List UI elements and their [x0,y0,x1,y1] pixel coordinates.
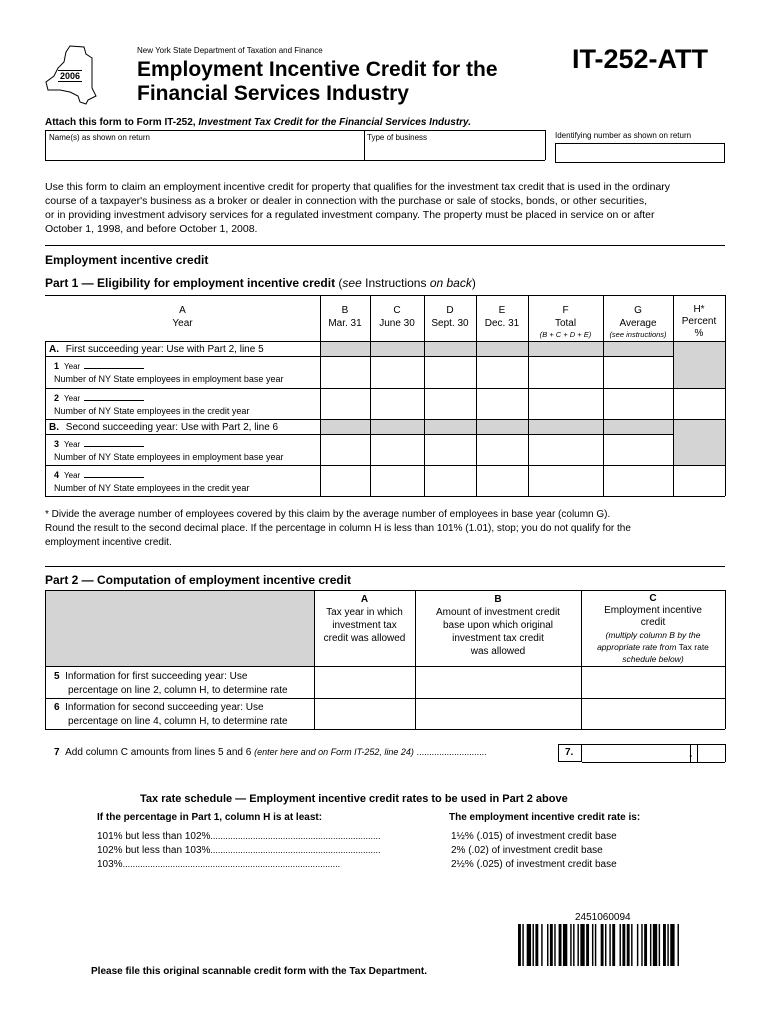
footnote-line: Round the result to the second decimal place. If the percentage in column H is less than 101% (1.01), stop; you do not qualify for the [45,523,631,534]
line5-col-a-input[interactable] [315,667,415,698]
id-number-input[interactable] [555,143,725,163]
col-header-d [424,304,476,330]
attach-form-name: Investment Tax Credit for the Financial Services Industry. [198,117,472,128]
col-sub: % [694,328,704,339]
business-type-input[interactable] [365,143,544,159]
part2-col-c-header [581,593,725,665]
col-line: was allowed [470,646,526,657]
line-text: percentage on line 2, column H, to determine rate [68,685,288,696]
barcode-bar [637,924,638,966]
barcode [518,924,728,966]
barcode-number: 2451060094 [575,912,631,923]
intro-line: course of a taxpayer's business as a broker or dealer in connection with the purchase or sale of stocks, bonds, or other securities, [45,195,647,207]
barcode-bar [527,924,531,966]
col-letter: G [634,305,642,316]
barcode-bar [559,924,562,966]
col-letter: C [393,305,401,316]
line-num: 5 [54,671,60,682]
rate-left: 101% but less than 102% [97,831,211,842]
col-letter: C [649,593,657,604]
attach-instruction [45,117,471,128]
year-label: Year [64,362,81,371]
line7-cents-input[interactable] [698,745,724,761]
part2-title: Part 2 — Computation of employment incentive credit [45,573,352,587]
cell-input[interactable] [321,357,370,388]
barcode-bar [554,924,555,966]
col-line: base upon which original [442,620,554,631]
col-label: Percent [681,316,717,327]
rate-right: 2% (.02) of investment credit base [451,845,603,856]
id-number-label: Identifying number as shown on return [555,131,692,140]
business-type-label: Type of business [367,133,428,142]
year-input[interactable] [84,439,144,447]
line-2 [54,392,249,418]
col-line: credit [640,617,666,628]
rate-right: 2½% (.025) of investment credit base [451,859,617,870]
part2-line-6 [54,701,288,729]
barcode-bar [678,924,679,966]
line-text: Add column C amounts from lines 5 and 6 [65,747,252,758]
col-letter: D [446,305,454,316]
col-line: investment tax credit [452,633,544,644]
section-letter: A. [49,344,59,355]
rate-right: 1½% (.015) of investment credit base [451,831,617,842]
col-line: (multiply column B by the [605,630,701,640]
line-num: 6 [54,702,60,713]
barcode-bar [609,924,610,966]
line-italic: (enter here and on Form IT-252, line 24) [254,747,414,757]
col-header-f [528,304,603,340]
intro-text [45,180,670,236]
barcode-bar [601,924,604,966]
cell-input[interactable] [425,357,476,388]
names-label: Name(s) as shown on return [49,133,150,142]
line-dots: ............................ [416,747,487,757]
part2-line-5 [54,670,288,698]
footer-note: Please file this original scannable credit form with the Tax Department. [91,966,428,977]
line-4 [54,469,249,495]
line7-box-label: 7. [565,747,574,758]
col-label: Dec. 31 [484,318,520,329]
footnote-line: employment incentive credit. [45,537,172,548]
cell-input[interactable] [371,357,424,388]
barcode-bar [592,924,593,966]
col-line: schedule below) [622,654,684,664]
intro-line: Use this form to claim an employment incentive credit for property that qualifies for the investment tax credit that is used in the ordinary [45,181,671,193]
section-a-row [49,344,264,355]
intro-line: October 1, 1998, and before October 1, 2008. [45,223,258,235]
col-letter: A [179,305,186,316]
agency-name: New York State Department of Taxation and Finance [137,46,323,55]
line7-amount-input[interactable] [583,745,689,761]
line-text: Information for first succeeding year: Use [65,671,248,682]
col-letter: F [562,305,569,316]
year-label: Year [64,440,81,449]
part2-col-a-header [314,593,415,645]
barcode-bar [522,924,523,966]
col-label: Sept. 30 [431,318,469,329]
names-input[interactable] [46,143,363,159]
see-word: see [342,276,362,290]
year-label: Year [64,394,81,403]
barcode-bar [563,924,567,966]
col-letter: H* [693,304,705,315]
barcode-bar [605,924,606,966]
line-1 [54,360,283,386]
part2-line-7 [54,747,487,758]
rate-dots: ....................................................................................... [122,859,341,869]
section-letter: B. [49,422,59,433]
col-letter: E [498,305,506,316]
rate-dots: .................................................................... [210,831,381,841]
paren-open: ( [338,276,343,290]
line-num: 1 [54,361,60,371]
footnote-line: * Divide the average number of employees covered by this claim by the average number of employees in base year (column G). [45,509,611,520]
barcode-bar [535,924,538,966]
col-line: credit was allowed [323,633,406,644]
year-input[interactable] [84,393,144,401]
line-desc: Number of NY State employees in employment base year [54,452,284,462]
barcode-bar [586,924,589,966]
col-header-g [603,304,673,340]
col-header-a [45,304,320,330]
barcode-bar [570,924,571,966]
barcode-bar [622,924,625,966]
line5-col-c-input[interactable] [582,667,725,698]
col-label: Year [172,318,193,329]
col-letter: B [341,305,349,316]
col-sub: (see instructions) [609,330,667,339]
form-title-line1: Employment Incentive Credit for the [137,58,498,81]
col-header-c [370,304,424,330]
line-text: percentage on line 4, column H, to determine rate [68,716,288,727]
barcode-bar [653,924,657,966]
barcode-bar [541,924,542,966]
section-b-row [49,422,278,433]
barcode-bar [667,924,668,966]
form-number: IT-252-ATT [572,44,709,74]
rate-row [97,845,697,856]
line6-col-b-input[interactable] [416,699,581,729]
barcode-bar [595,924,596,966]
rate-left: 102% but less than 103% [97,845,211,856]
col-line: Tax rate [678,642,709,652]
barcode-bar [580,924,584,966]
part1-footnote [45,508,631,550]
intro-line: or in providing investment advisory services for a regulated investment company. The property must be placed in service on or after [45,209,655,221]
section-text: First succeeding year: Use with Part 2, line 5 [65,344,264,355]
barcode-bar [663,924,666,966]
barcode-bar [518,924,521,966]
part1-title [45,276,476,290]
col-header-e [476,304,528,330]
barcode-bar [659,924,660,966]
rate-left-head: If the percentage in Part 1, column H is at least: [97,812,323,823]
line-desc: Number of NY State employees in the credit year [54,406,250,416]
barcode-bar [670,924,674,966]
on-back-word: on back [429,276,472,290]
part2-col-b-header [415,593,581,658]
attach-text: Attach this form to Form IT-252, [45,117,196,128]
col-line: Tax year in which [326,607,403,618]
col-line: Employment incentive [604,605,702,616]
line-3 [54,438,283,464]
barcode-bar [650,924,651,966]
instructions-word: Instructions [365,276,427,290]
barcode-bar [644,924,647,966]
year-label: Year [64,471,81,480]
barcode-bar [641,924,642,966]
section-text: Second succeeding year: Use with Part 2, line 6 [65,422,279,433]
col-label: Mar. 31 [328,318,362,329]
cell-input[interactable] [604,357,673,388]
rate-schedule-title: Tax rate schedule — Employment incentive credit rates to be used in Part 2 above [140,793,568,805]
line-num: 2 [54,393,60,403]
barcode-bar [573,924,574,966]
barcode-bar [533,924,534,966]
col-header-h [673,304,725,340]
col-header-b [320,304,370,330]
barcode-bar [547,924,548,966]
col-line: appropriate rate from [597,642,677,652]
barcode-bar [620,924,621,966]
barcode-bar [627,924,630,966]
rate-dots: .................................................................... [210,845,381,855]
line-text: Information for second succeeding year: Use [65,702,264,713]
barcode-bar [612,924,615,966]
col-letter: A [360,594,369,605]
col-label: June 30 [379,318,415,329]
line-desc: Number of NY State employees in the credit year [54,483,250,493]
year-input[interactable] [84,361,144,369]
section-title: Employment incentive credit [45,253,209,267]
line-num: 7 [54,747,60,758]
col-label: Average [619,318,657,329]
line6-col-a-input[interactable] [315,699,415,729]
paren-close: ) [471,276,476,290]
line-num: 3 [54,439,60,449]
barcode-bar [550,924,553,966]
rate-right-head: The employment incentive credit rate is: [449,812,641,823]
line5-col-b-input[interactable] [416,667,581,698]
decimal-point: . [689,746,693,760]
col-sub: (B + C + D + E) [539,330,592,339]
cell-input[interactable] [477,357,528,388]
rate-left: 103% [97,859,123,870]
col-letter: B [494,594,502,605]
barcode-bar [631,924,632,966]
cell-input[interactable] [529,357,603,388]
line-desc: Number of NY State employees in employment base year [54,374,284,384]
year-input[interactable] [84,470,144,478]
col-line: investment tax [332,620,397,631]
form-title-line2: Financial Services Industry [137,82,409,105]
col-line: Amount of investment credit [436,607,560,618]
part1-title-text: Part 1 — Eligibility for employment incentive credit [45,276,336,290]
line-num: 4 [54,470,60,480]
col-label: Total [554,318,577,329]
barcode-bar [577,924,578,966]
line6-col-c-input[interactable] [582,699,725,729]
tax-year: 2006 [60,71,81,81]
